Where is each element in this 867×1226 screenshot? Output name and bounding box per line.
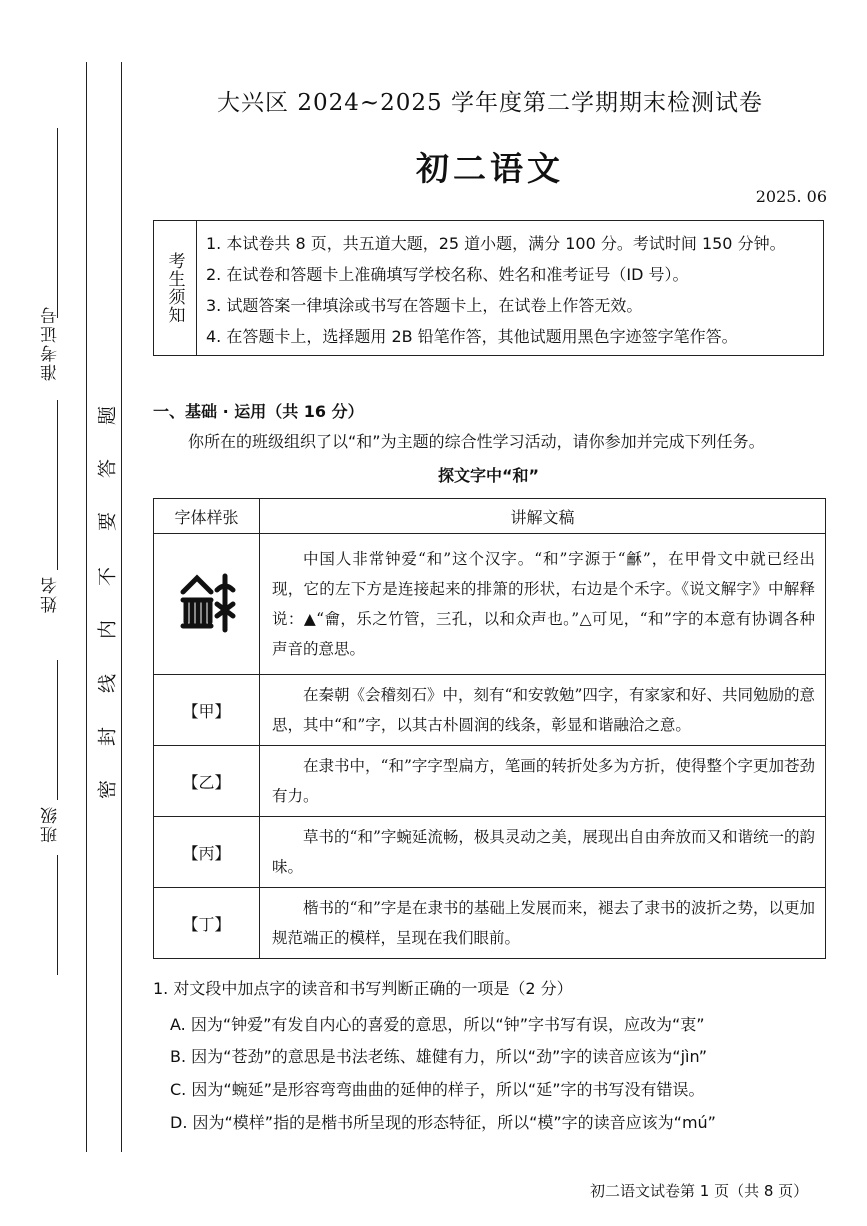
explanation-text: 楷书的“和”字是在隶书的基础上发展而来，褪去了隶书的波折之势，以更加规范端正的模样，呈现在我们眼前。 — [260, 888, 826, 959]
exam-date: 2025. 06 — [755, 187, 827, 206]
notice-item: 2. 在试卷和答题卡上准确填写学校名称、姓名和准考证号（ID 号）。 — [206, 265, 689, 284]
notice-item: 1. 本试卷共 8 页，共五道大题，25 道小题，满分 100 分。考试时间 150 分钟。 — [206, 234, 786, 253]
header-text: 讲解文稿 — [260, 499, 826, 534]
name-rule — [57, 400, 58, 570]
sample-label: 【甲】 — [154, 675, 260, 746]
page-footer: 初二语文试卷第 1 页（共 8 页） — [590, 1182, 809, 1200]
candidate-notice-box — [153, 220, 824, 356]
explanation-text: 草书的“和”字蜿延流畅，极具灵动之美，展现出自由奔放而又和谐统一的韵味。 — [260, 817, 826, 888]
explanation-text: 在秦朝《会稽刻石》中，刻有“和安敦勉”四字，有家家和好、共同勉励的意思，其中“和”字，以其古朴圆润的线条，彰显和谐融洽之意。 — [260, 675, 826, 746]
notice-list — [206, 228, 817, 352]
class-rule-top — [57, 660, 58, 800]
question-1-stem: 1. 对文段中加点字的读音和书写判断正确的一项是（2 分） — [153, 979, 573, 998]
binding-line-outer — [86, 62, 87, 1152]
seal-char: 内 — [96, 620, 119, 640]
section-intro: 你所在的班级组织了以“和”为主题的综合性学习活动，请你参加并完成下列任务。 — [188, 432, 765, 451]
table-header-row — [154, 499, 826, 534]
exam-id-label: 准考证号 — [41, 305, 61, 381]
sample-label: 【丁】 — [154, 888, 260, 959]
exam-id-rule — [57, 128, 58, 318]
explanation-text: 中国人非常钟爱“和”这个汉字。“和”字源于“龢”，在甲骨文中就已经出现，它的左下方是连接起来的排箫的形状，右边是个禾字。《说文解字》中解释说：▲“龠，乐之竹管，三孔，以和众声也。”△可见，“和”字的本意有协调各种声音的意思。 — [260, 534, 826, 675]
table-row — [154, 817, 826, 888]
sample-label: 【丙】 — [154, 817, 260, 888]
notice-item: 4. 在答题卡上，选择题用 2B 铅笔作答，其他试题用黑色字迹签字笔作答。 — [206, 327, 738, 346]
oracle-sample-cell — [154, 534, 260, 675]
sample-label: 【乙】 — [154, 746, 260, 817]
name-label: 姓名 — [41, 575, 61, 613]
option-a: A. 因为“钟爱”有发自内心的喜爱的意思，所以“钟”字书写有误，应改为“衷” — [170, 1015, 705, 1034]
explanation-text: 在隶书中，“和”字字型扁方，笔画的转折处多为方折，使得整个字更加苍劲有力。 — [260, 746, 826, 817]
binding-line-inner — [121, 62, 122, 1152]
class-rule-bottom — [57, 855, 58, 975]
option-d: D. 因为“模样”指的是楷书所呈现的形态特征，所以“模”字的读音应该为“mú” — [170, 1113, 716, 1132]
notice-heading-cell — [154, 221, 197, 355]
table-row — [154, 675, 826, 746]
table-title: 探文字中“和” — [437, 466, 540, 485]
section-heading: 一、基础 · 运用（共 16 分） — [153, 402, 364, 421]
class-label: 班级 — [41, 805, 61, 843]
font-sample-table — [153, 498, 826, 959]
seal-char: 封 — [96, 727, 119, 747]
table-row — [154, 746, 826, 817]
header-sample: 字体样张 — [154, 499, 260, 534]
table-row — [154, 534, 826, 675]
notice-item: 3. 试题答案一律填涂或书写在答题卡上，在试卷上作答无效。 — [206, 296, 643, 315]
seal-char: 题 — [96, 406, 119, 426]
oracle-bone-he-glyph — [177, 570, 237, 634]
seal-char: 密 — [96, 780, 119, 800]
seal-char: 要 — [96, 512, 119, 532]
notice-heading: 考生须知 — [164, 252, 185, 324]
seal-char: 线 — [96, 674, 119, 694]
subject-title: 初二语文 — [416, 149, 564, 188]
table-row — [154, 888, 826, 959]
seal-char: 答 — [96, 459, 119, 479]
option-c: C. 因为“蜿延”是形容弯弯曲曲的延伸的样子，所以“延”字的书写没有错误。 — [170, 1080, 705, 1099]
seal-char: 不 — [96, 567, 119, 587]
exam-title: 大兴区 2024~2025 学年度第二学期期末检测试卷 — [217, 90, 763, 116]
option-b: B. 因为“苍劲”的意思是书法老练、雄健有力，所以“劲”字的读音应该为“jìn” — [170, 1047, 708, 1066]
